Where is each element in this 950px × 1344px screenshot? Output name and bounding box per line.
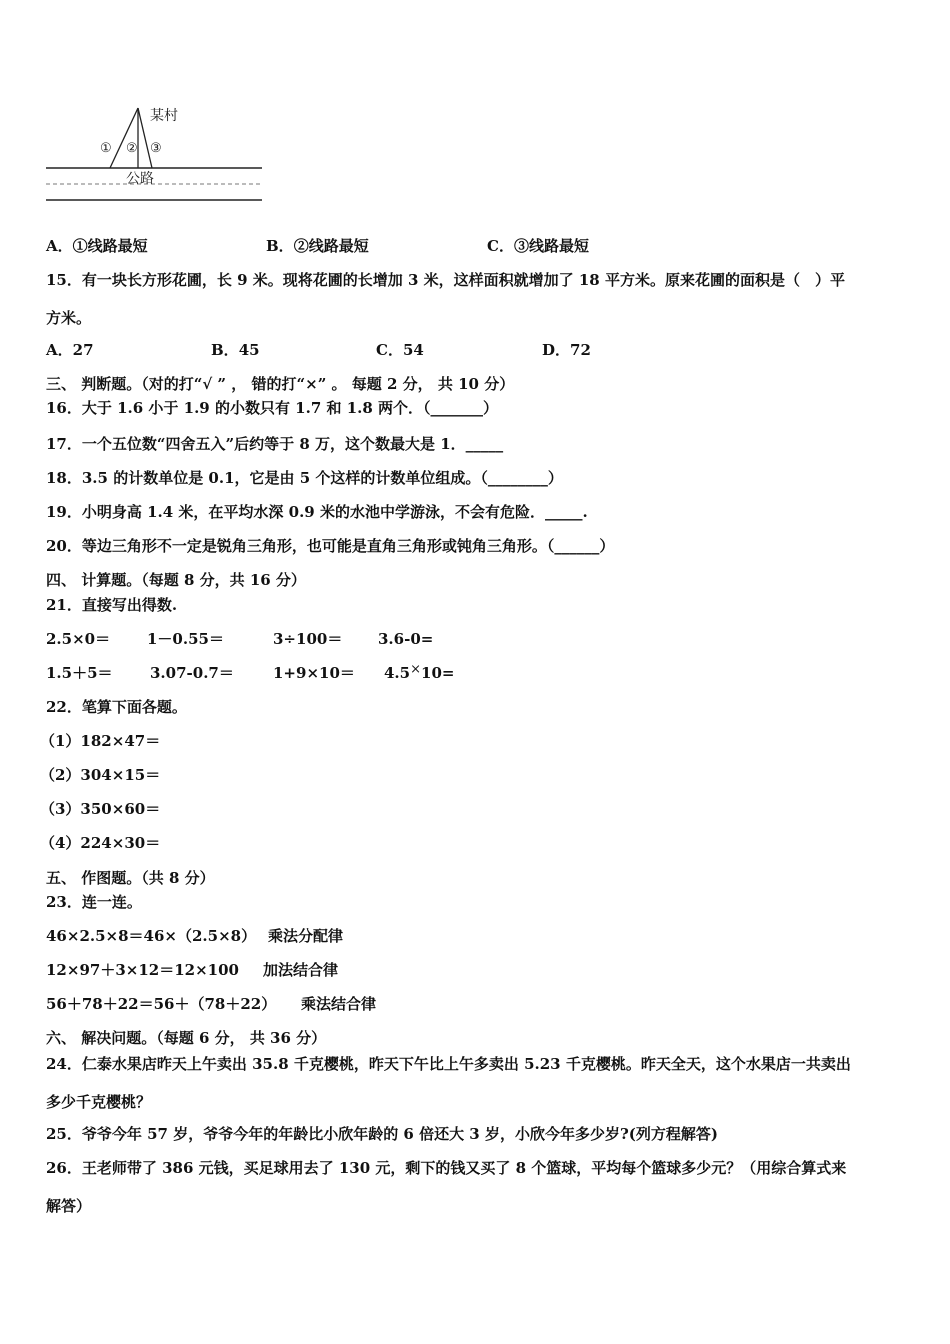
q17: 17．一个五位数“四舍五入”后约等于 8 万，这个数最大是 1．_____ <box>46 435 504 453</box>
road-label: 公路 <box>126 171 154 187</box>
q22-item-1: （1）182×47＝ <box>40 732 161 750</box>
q25: 25．爷爷今年 57 岁，爷爷今年的年龄比小欣年龄的 6 倍还大 3 岁，小欣今年多少岁?(列方程解答) <box>46 1125 718 1143</box>
q23-expr-2: 12×97＋3×12＝12×100 <box>46 961 239 979</box>
q23-expr-1: 46×2.5×8＝46×（2.5×8） <box>46 927 257 945</box>
q23-title: 23．连一连。 <box>46 893 142 911</box>
section3-title: 三、 判断题。（对的打“√ ” ， 错的打“×” 。 每题 2 分， 共 10 分） <box>46 375 515 393</box>
q14-option-b: B．②线路最短 <box>266 237 369 255</box>
q21-r1-c4: 3.6-0= <box>378 630 434 648</box>
route-1-line <box>110 108 138 168</box>
section5-title: 五、 作图题。（共 8 分） <box>46 869 215 887</box>
q15-option-c: C．54 <box>376 341 424 359</box>
q16: 16．大于 1.6 小于 1.9 的小数只有 1.7 和 1.8 两个．（_______） <box>46 399 499 417</box>
route-figure <box>40 100 280 210</box>
route-1-label: ① <box>100 141 112 156</box>
q14-option-a: A．①线路最短 <box>46 237 148 255</box>
q19: 19．小明身高 1.4 米，在平均水深 0.9 米的水池中学游泳，不会有危险．_____. <box>46 503 588 521</box>
q22-item-2: （2）304×15＝ <box>40 766 161 784</box>
village-label: 某村 <box>150 108 178 124</box>
q15-option-a: A．27 <box>46 341 94 359</box>
q18: 18．3.5 的计数单位是 0.1，它是由 5 个这样的计数单位组成。（________） <box>46 469 563 487</box>
q21-r1-c3: 3÷100＝ <box>273 630 343 648</box>
q21-r2-c3: 1+9×10＝ <box>273 664 355 682</box>
q23-law-3: 乘法结合律 <box>301 995 377 1013</box>
route-2-label: ② <box>126 141 138 156</box>
q23-expr-3: 56＋78＋22＝56＋（78＋22） <box>46 995 277 1013</box>
q21-r2-c4: 4.5×10= <box>384 662 455 682</box>
q22-title: 22．笔算下面各题。 <box>46 698 187 716</box>
q15-line2: 方米。 <box>46 309 92 327</box>
q24-line2: 多少千克樱桃？ <box>46 1093 152 1111</box>
q23-law-2: 加法结合律 <box>263 961 339 979</box>
q21-r1-c2: 1－0.55＝ <box>147 630 224 648</box>
q21-r2-c2: 3.07-0.7＝ <box>150 664 234 682</box>
q21-r2-c1: 1.5＋5＝ <box>46 664 113 682</box>
section4-title: 四、 计算题。（每题 8 分，共 16 分） <box>46 571 306 589</box>
q23-law-1: 乘法分配律 <box>268 927 344 945</box>
q21-title: 21．直接写出得数. <box>46 596 178 614</box>
q15-line1: 15．有一块长方形花圃，长 9 米。现将花圃的长增加 3 米，这样面积就增加了 18 平方米。原来花圃的面积是（ ）平 <box>46 271 845 289</box>
section6-title: 六、 解决问题。（每题 6 分， 共 36 分） <box>46 1029 327 1047</box>
q26-line1: 26．王老师带了 386 元钱，买足球用去了 130 元，剩下的钱又买了 8 个篮球，平均每个篮球多少元？（用综合算式来 <box>46 1159 847 1177</box>
q15-option-d: D．72 <box>542 341 591 359</box>
q14-option-c: C．③线路最短 <box>487 237 589 255</box>
q26-line2: 解答） <box>46 1197 92 1215</box>
route-3-label: ③ <box>150 141 162 156</box>
q21-r1-c1: 2.5×0＝ <box>46 630 111 648</box>
times-sign: × <box>410 662 422 677</box>
q22-item-3: （3）350×60＝ <box>40 800 161 818</box>
q20: 20．等边三角形不一定是锐角三角形，也可能是直角三角形或钝角三角形。（______） <box>46 537 615 555</box>
q15-option-b: B．45 <box>211 341 260 359</box>
q22-item-4: （4）224×30＝ <box>40 834 161 852</box>
q24-line1: 24．仁泰水果店昨天上午卖出 35.8 千克樱桃，昨天下午比上午多卖出 5.23 千克樱桃。昨天全天，这个水果店一共卖出 <box>46 1055 851 1073</box>
